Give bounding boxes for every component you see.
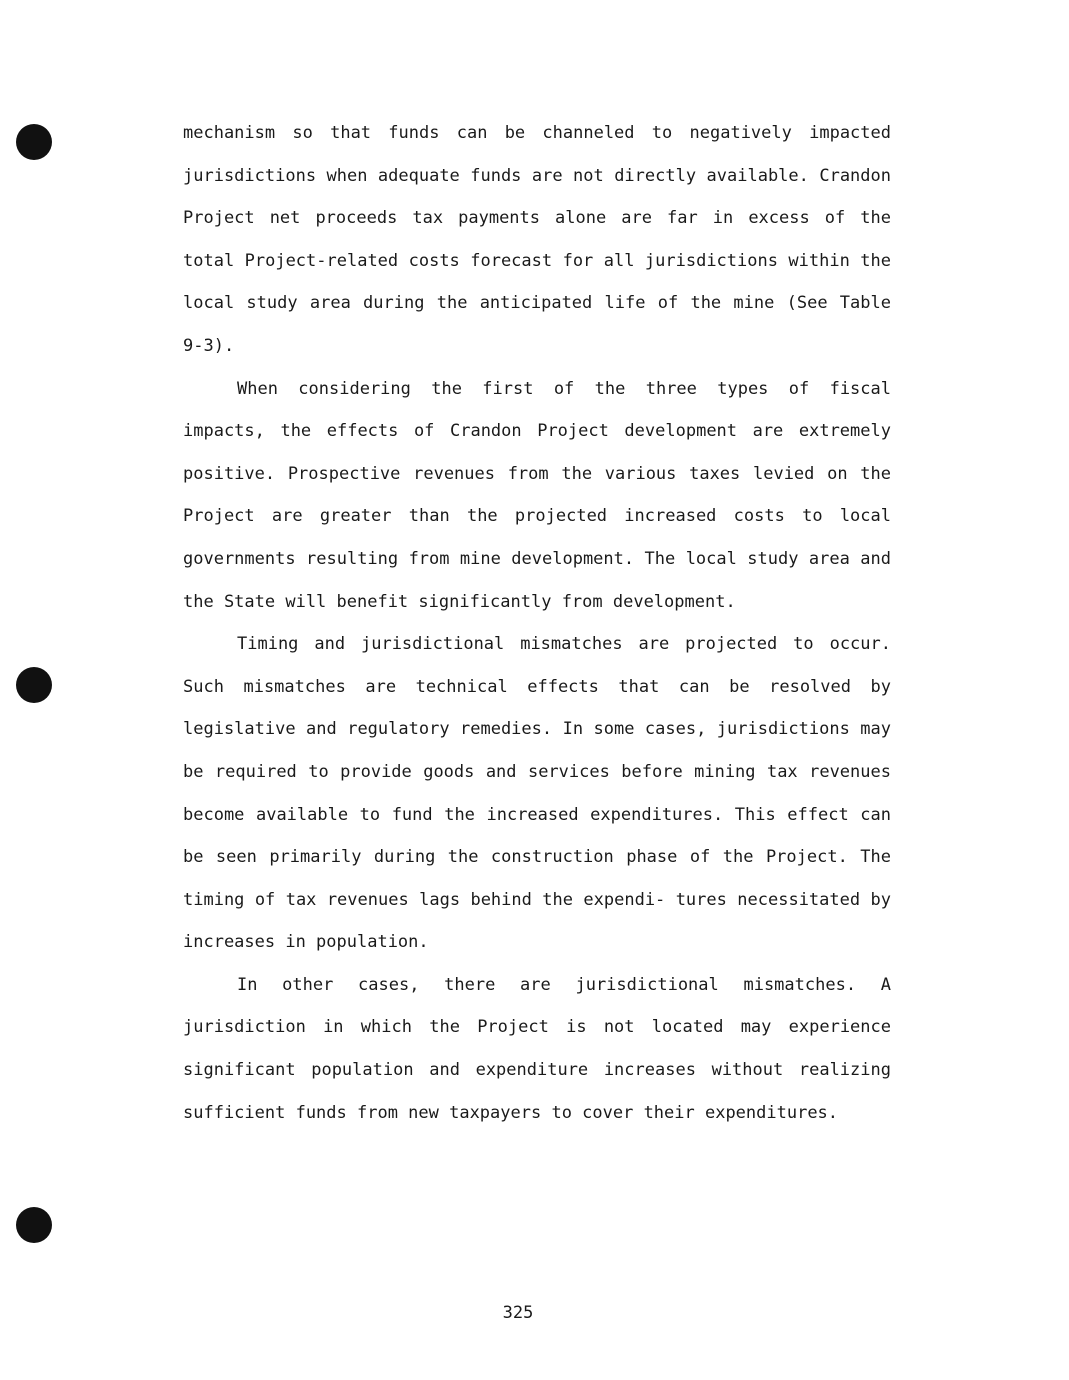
punch-hole-middle (16, 667, 52, 703)
paragraph-jurisdictional-mismatches: In other cases, there are jurisdictional mismatches. A jurisdiction in which the Project is not located may experience significant population and expenditure increases without realizing sufficient funds from new taxpayers to cover their expenditures. (183, 974, 891, 1123)
punch-hole-top (16, 124, 52, 160)
paragraph-timing-mismatches: Timing and jurisdictional mismatches are projected to occur. Such mismatches are technical effects that can be resolved by legislative and regulatory remedies. In some cases, jurisdictions may be required to provide goods and services before mining tax revenues become available to fund the increased expenditures. This effect can be seen primarily during the construction phase of the Project. The timing of tax revenues lags behind the expendi- tures necessitated by increases in population. (183, 634, 891, 953)
paragraph-continuation: mechanism so that funds can be channeled to negatively impacted jurisdictions when adequate funds are not directly available. Crandon Project net proceeds tax payments alone are far in excess of the total Project-related costs forecast for all jurisdictions within the local study area during the anticipated life of the mine (See Table 9-3). (183, 123, 891, 356)
page-number: 325 (502, 1303, 534, 1323)
punch-hole-bottom (16, 1207, 52, 1243)
paragraph-fiscal-impacts: When considering the first of the three types of fiscal impacts, the effects of Crandon Project development are extremely positive. Prospective revenues from the various taxes levied on the Project are greater than the projected increased costs to local governments resulting from mine development. The local study area and the State will benefit significantly from development. (183, 378, 891, 612)
body-text (183, 112, 891, 1134)
